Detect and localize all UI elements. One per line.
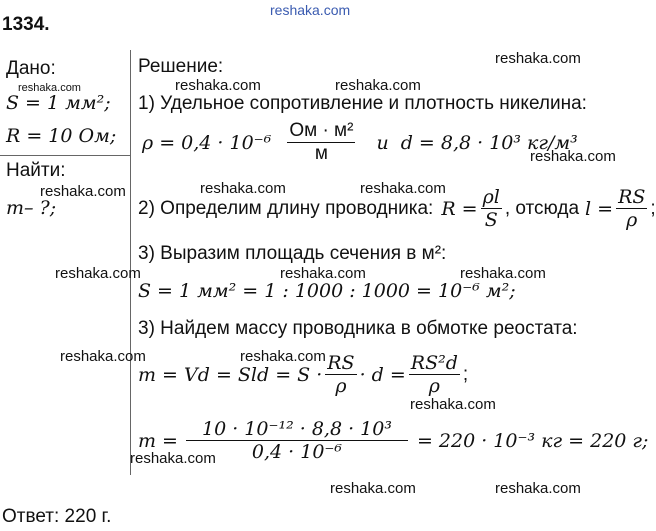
mass-f2-num: RS²d: [410, 352, 458, 374]
step1-text: 1) Удельное сопротивление и плотность никелина:: [138, 93, 587, 114]
watermark-11: reshaka.com: [240, 348, 326, 365]
l-num: RS: [618, 186, 646, 208]
density-value: d = 8,8 · 10³ кг/м³: [400, 131, 578, 154]
mass-f1-num: RS: [327, 352, 355, 374]
given-divider: [0, 155, 130, 156]
l-semicolon: ;: [650, 197, 656, 219]
calc-num: 10 · 10⁻¹² · 8,8 · 10³: [186, 418, 408, 441]
l-lhs: l =: [585, 197, 614, 220]
solution-title: Решение:: [138, 56, 224, 77]
watermark-10: reshaka.com: [60, 348, 146, 365]
vertical-divider: [130, 50, 131, 475]
given-r: R = 10 Ом;: [6, 125, 117, 147]
watermark-given: reshaka.com: [18, 82, 81, 94]
find-target: m– ?;: [6, 197, 57, 219]
watermark-4: reshaka.com: [530, 148, 616, 165]
rho-unit-den: м: [314, 143, 328, 164]
watermark-9: reshaka.com: [460, 265, 546, 282]
watermark-top: reshaka.com: [270, 2, 351, 18]
watermark-5: reshaka.com: [200, 180, 286, 197]
mass-semicolon: ;: [462, 363, 469, 385]
given-title: Дано:: [6, 58, 56, 79]
calc-fraction: [186, 418, 408, 463]
rho-unit-fraction: [287, 120, 355, 165]
mass-lhs: m = Vd = Sld = S ·: [138, 363, 323, 386]
problem-number: 1334.: [2, 14, 50, 35]
calc-rhs: = 220 · 10⁻³ кг = 220 г;: [416, 429, 649, 452]
mass-formula: [138, 352, 468, 397]
rho-formula: [142, 120, 578, 165]
l-den: ρ: [626, 209, 638, 231]
l-fraction: [616, 186, 647, 231]
r-den: S: [484, 209, 498, 231]
calc-den: 0,4 · 10⁻⁶: [251, 441, 343, 463]
rho-lhs: ρ = 0,4 · 10⁻⁶: [142, 131, 272, 154]
and-word: и: [376, 131, 389, 154]
r-lhs: R =: [441, 197, 478, 220]
watermark-6: reshaka.com: [360, 180, 446, 197]
mass-fraction-2: [409, 352, 460, 397]
calc-lhs: m =: [138, 429, 178, 452]
area-formula: S = 1 мм² = 1 : 1000 : 1000 = 10⁻⁶ м²;: [138, 280, 516, 302]
answer-text: Ответ: 220 г.: [2, 506, 112, 527]
given-s: S = 1 мм²;: [6, 92, 111, 114]
watermark-2: reshaka.com: [175, 77, 261, 94]
watermark-15: reshaka.com: [495, 480, 581, 497]
step2-line: [138, 186, 656, 231]
mass-f1-den: ρ: [335, 375, 347, 397]
find-title: Найти:: [6, 160, 66, 181]
watermark-find: reshaka.com: [40, 183, 126, 200]
watermark-1: reshaka.com: [495, 50, 581, 67]
rho-unit-num: Ом · м²: [289, 120, 354, 141]
mass-fraction-1: [325, 352, 356, 397]
watermark-7: reshaka.com: [55, 265, 141, 282]
watermark-12: reshaka.com: [410, 396, 496, 413]
r-num: ρl: [482, 186, 500, 208]
step2-text: 2) Определим длину проводника:: [138, 197, 434, 219]
hence-text: , отсюда: [504, 197, 580, 219]
step3b-text: 3) Найдем массу проводника в обмотке реостата:: [138, 318, 578, 339]
watermark-3: reshaka.com: [335, 77, 421, 94]
mass-f2-den: ρ: [428, 375, 440, 397]
watermark-13: reshaka.com: [130, 450, 216, 467]
watermark-8: reshaka.com: [280, 265, 366, 282]
step3a-text: 3) Выразим площадь сечения в м²:: [138, 243, 447, 264]
r-fraction: [481, 186, 502, 231]
mass-mid: · d =: [359, 363, 406, 386]
watermark-14: reshaka.com: [330, 480, 416, 497]
